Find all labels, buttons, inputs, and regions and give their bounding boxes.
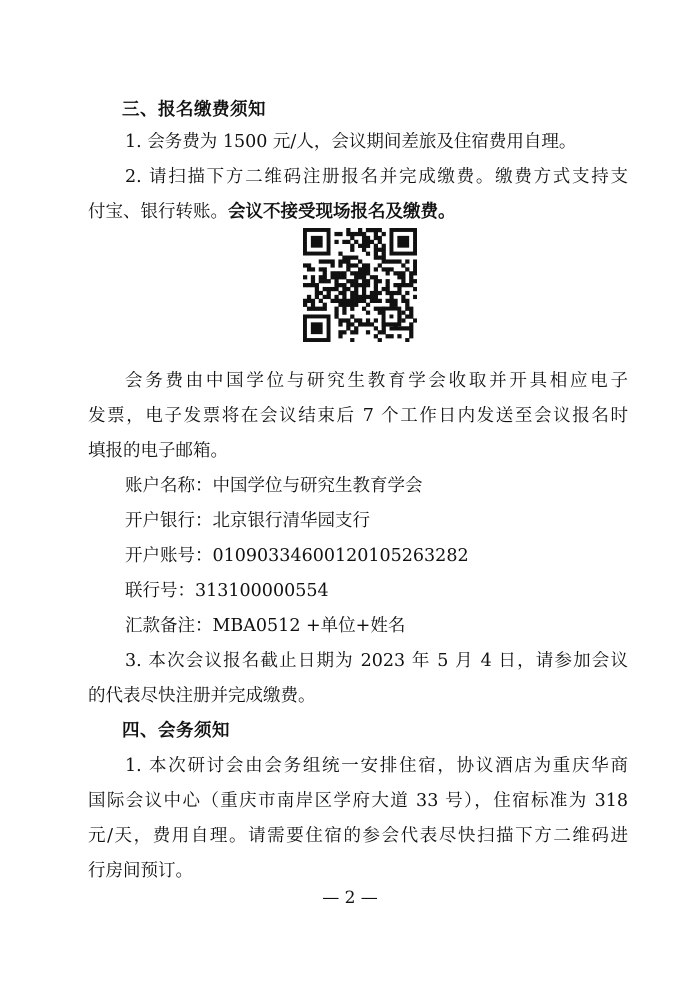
account-number: 开户账号：01090334600120105263282 xyxy=(125,546,469,566)
remittance-remark: 汇款备注：MBA0512 +单位+姓名 xyxy=(125,616,406,636)
section3-item3-line1: 3. 本次会议报名截止日期为 2023 年 5 月 4 日，请参加会议 xyxy=(125,651,628,671)
bank-code: 联行号：313100000554 xyxy=(125,581,329,601)
section4-item1-line3: 元/天，费用自理。请需要住宿的参会代表尽快扫描下方二维码进 xyxy=(88,826,628,846)
item2-plain-text: 付宝、银行转账。 xyxy=(88,202,228,222)
account-name: 账户名称：中国学位与研究生教育学会 xyxy=(125,476,423,496)
section3-item2-line1: 2. 请扫描下方二维码注册报名并完成缴费。缴费方式支持支 xyxy=(125,167,628,187)
fee-note-line3: 填报的电子邮箱。 xyxy=(88,441,228,461)
item2-bold-notice: 会议不接受现场报名及缴费。 xyxy=(228,202,456,222)
bank-name: 开户银行：北京银行清华园支行 xyxy=(125,511,370,531)
section4-item1-line2: 国际会议中心（重庆市南岸区学府大道 33 号），住宿标准为 318 xyxy=(88,791,628,811)
registration-qr-code xyxy=(303,228,417,342)
section3-heading: 三、报名缴费须知 xyxy=(122,100,266,120)
section3-item2-line2 xyxy=(88,197,628,227)
section4-heading: 四、会务须知 xyxy=(122,721,230,741)
section3-item1: 1. 会务费为 1500 元/人，会议期间差旅及住宿费用自理。 xyxy=(125,132,577,152)
section4-item1-line4: 行房间预订。 xyxy=(88,861,193,881)
fee-note-line2: 发票，电子发票将在会议结束后 7 个工作日内发送至会议报名时 xyxy=(88,406,628,426)
page-number: — 2 — xyxy=(322,888,378,908)
section3-item3-line2: 的代表尽快注册并完成缴费。 xyxy=(88,686,316,706)
section4-item1-line1: 1. 本次研讨会由会务组统一安排住宿，协议酒店为重庆华商 xyxy=(125,756,628,776)
fee-note-line1: 会务费由中国学位与研究生教育学会收取并开具相应电子 xyxy=(125,371,628,391)
